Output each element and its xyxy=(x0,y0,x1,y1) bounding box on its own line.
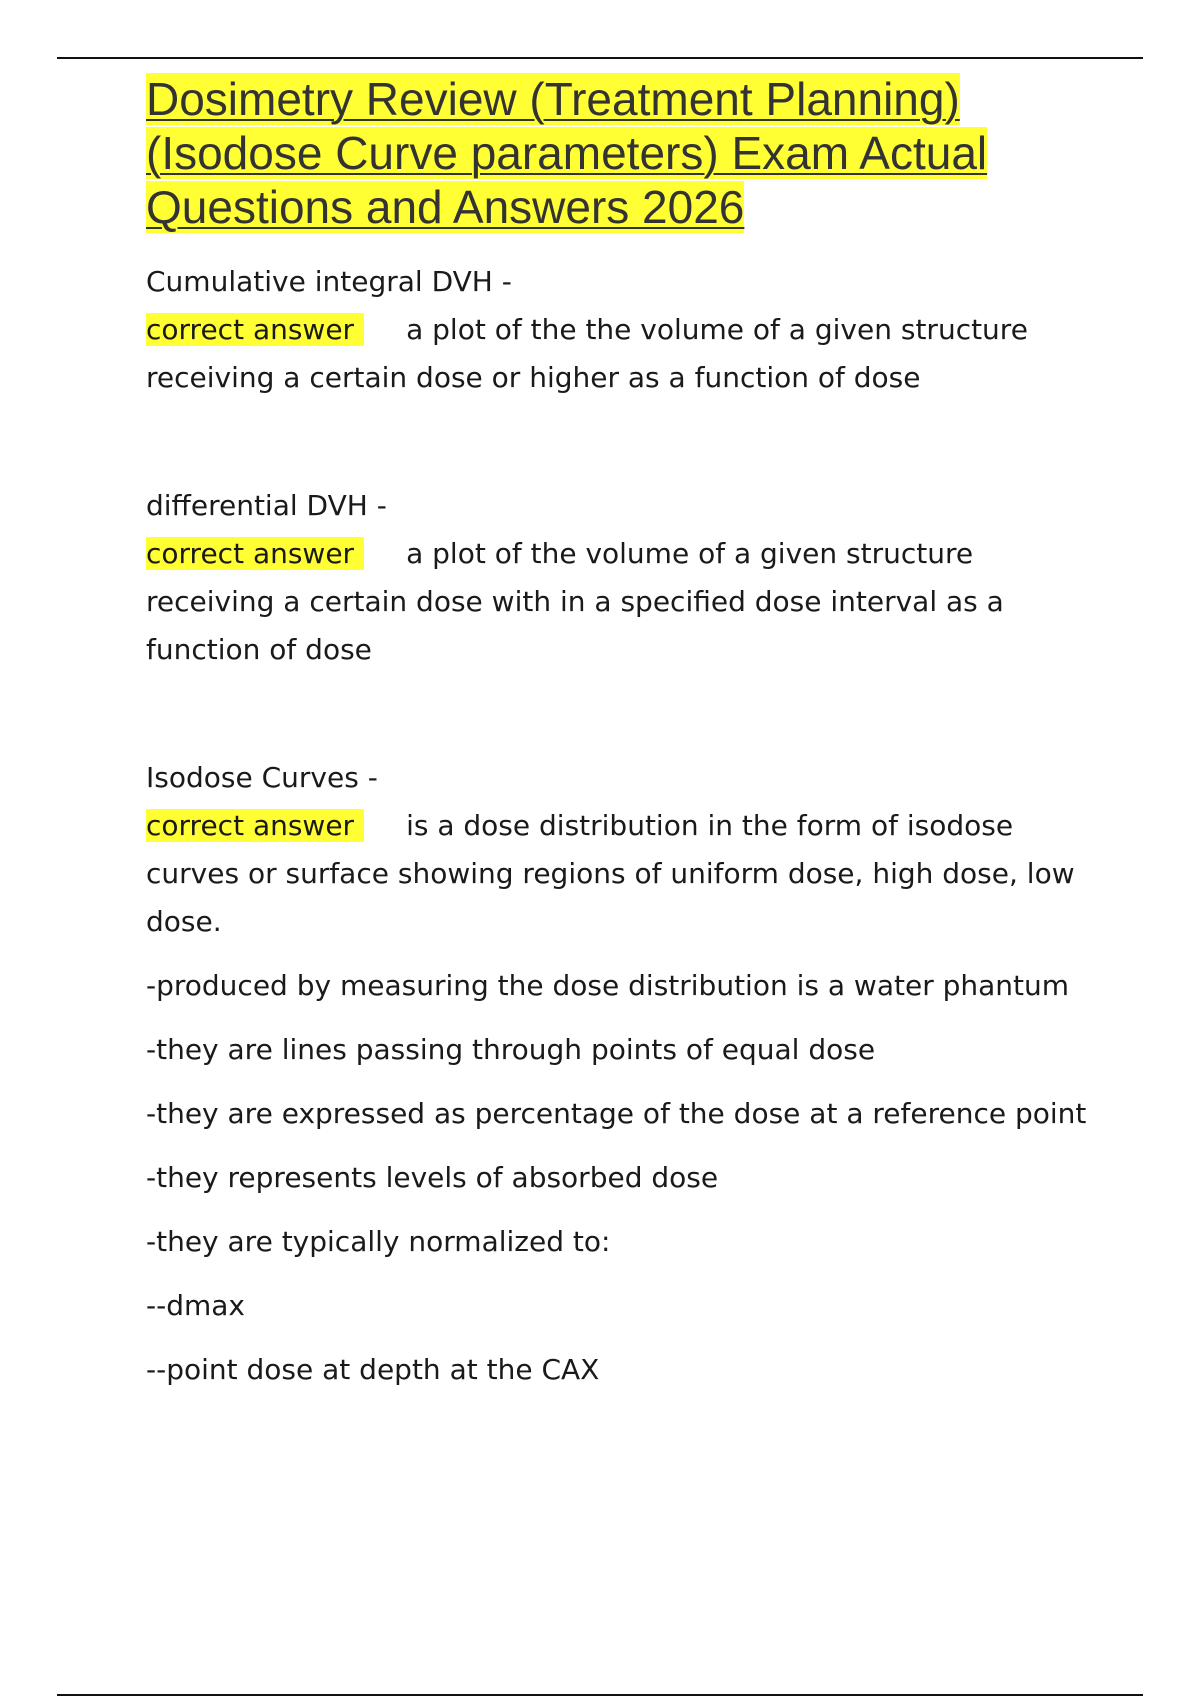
bullet-item: --dmax xyxy=(146,1289,245,1322)
answer-paragraph xyxy=(146,530,1086,674)
bullet-item: -produced by measuring the dose distribution is a water phantum xyxy=(146,969,1070,1002)
correct-answer-label: correct answer xyxy=(146,313,364,346)
bottom-rule xyxy=(57,1694,1143,1696)
isodose-bullet-list xyxy=(146,962,1086,1394)
answer-text: is a dose distribution in the form of isodose curves or surface showing regions of uniform dose, high dose, low dose. xyxy=(146,809,1075,938)
bullet-item: -they are expressed as percentage of the dose at a reference point xyxy=(146,1097,1087,1130)
qa-content xyxy=(146,258,1086,1410)
qa-item-isodose-curves xyxy=(146,754,1086,1394)
bullet-item: -they are typically normalized to: xyxy=(146,1225,611,1258)
question-text: differential DVH - xyxy=(146,489,387,522)
answer-text: a plot of the the volume of a given structure receiving a certain dose or higher as a function of dose xyxy=(146,313,1028,394)
bullet-item: --point dose at depth at the CAX xyxy=(146,1353,600,1386)
top-rule xyxy=(57,57,1143,59)
qa-item-cumulative-dvh xyxy=(146,258,1086,402)
answer-text: a plot of the volume of a given structure receiving a certain dose with in a specified dose interval as a function of dose xyxy=(146,537,1004,666)
answer-paragraph xyxy=(146,306,1086,402)
correct-answer-label: correct answer xyxy=(146,537,364,570)
document-title-text: Dosimetry Review (Treatment Planning) (Isodose Curve parameters) Exam Actual Questions and Answers 2026 xyxy=(146,73,988,233)
qa-item-differential-dvh xyxy=(146,482,1086,674)
bullet-item: -they are lines passing through points of equal dose xyxy=(146,1033,876,1066)
document-title xyxy=(146,72,1106,234)
bullet-item: -they represents levels of absorbed dose xyxy=(146,1161,719,1194)
question-text: Isodose Curves - xyxy=(146,761,378,794)
correct-answer-label: correct answer xyxy=(146,809,364,842)
question-text: Cumulative integral DVH - xyxy=(146,265,512,298)
answer-paragraph xyxy=(146,802,1086,946)
